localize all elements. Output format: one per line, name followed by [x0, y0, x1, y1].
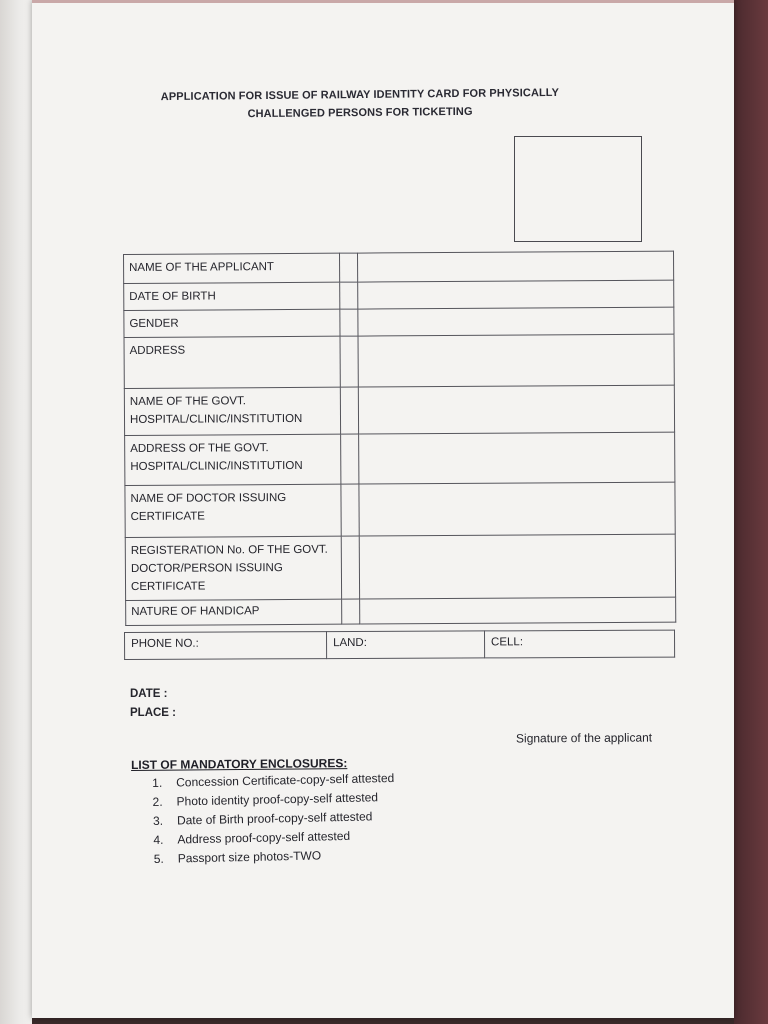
table-row: [125, 534, 675, 600]
gender-field[interactable]: [358, 307, 674, 336]
row-separator: [339, 253, 357, 282]
registration-no-field[interactable]: [359, 534, 675, 599]
date-label: DATE :: [130, 688, 168, 700]
list-item-number: 4.: [153, 832, 164, 847]
form-title-line-1: APPLICATION FOR ISSUE OF RAILWAY IDENTITY CARD FOR PHYSICALLY: [160, 86, 560, 104]
list-item-number: 3.: [152, 813, 164, 828]
row-separator: [340, 309, 358, 336]
row-label-applicant-name: NAME OF THE APPLICANT: [124, 253, 340, 283]
scan-right-background: [734, 0, 768, 1024]
list-item-number: 1.: [152, 775, 163, 790]
form-title: [110, 83, 610, 124]
phone-table: [124, 630, 675, 660]
photo-box[interactable]: [514, 136, 642, 242]
row-label-nature-of-handicap: NATURE OF HANDICAP: [126, 599, 342, 625]
hospital-address-field[interactable]: [359, 432, 675, 484]
place-label: PLACE :: [130, 707, 176, 719]
hospital-name-field[interactable]: [358, 385, 674, 434]
row-separator: [340, 387, 358, 434]
row-label-hospital-address: ADDRESS OF THE GOVT. HOSPITAL/CLINIC/INSTITUTION: [125, 434, 341, 485]
table-row: [125, 630, 675, 659]
list-item-text: Passport size photos-TWO: [177, 848, 322, 866]
date-place-block: [130, 685, 176, 723]
applicant-details-table: [123, 251, 676, 626]
table-row: [125, 482, 675, 537]
row-label-registration-no: REGISTERATION No. OF THE GOVT. DOCTOR/PERSON ISSUING CERTIFICATE: [125, 536, 341, 600]
land-field[interactable]: LAND:: [327, 631, 485, 659]
nature-of-handicap-field[interactable]: [360, 597, 676, 624]
cell-field[interactable]: CELL:: [484, 630, 674, 658]
scan-left-margin: [0, 0, 32, 1024]
list-item-text: Photo identity proof-copy-self attested: [176, 790, 379, 809]
enclosures-list: [152, 769, 396, 869]
list-item-number: 2.: [152, 794, 163, 809]
list-item-text: Date of Birth proof-copy-self attested: [176, 809, 373, 828]
table-row: [126, 597, 676, 625]
row-separator: [341, 536, 359, 599]
table-row: [124, 307, 674, 337]
applicant-name-field[interactable]: [357, 251, 673, 282]
signature-label: Signature of the applicant: [515, 730, 653, 746]
row-separator: [341, 434, 359, 484]
table-row: [124, 251, 674, 283]
table-row: [124, 334, 674, 388]
enclosures-heading: LIST OF MANDATORY ENCLOSURES:: [131, 756, 348, 772]
row-label-doctor-name: NAME OF DOCTOR ISSUING CERTIFICATE: [125, 484, 341, 537]
table-row: [124, 280, 674, 310]
row-separator: [341, 484, 359, 536]
date-of-birth-field[interactable]: [358, 280, 674, 309]
table-row: [124, 385, 674, 435]
row-label-gender: GENDER: [124, 309, 340, 337]
address-field[interactable]: [358, 334, 674, 387]
scan-top-edge: [32, 0, 734, 3]
row-separator: [342, 599, 360, 624]
list-item-text: Address proof-copy-self attested: [177, 828, 351, 847]
row-label-date-of-birth: DATE OF BIRTH: [124, 282, 340, 310]
row-separator: [340, 336, 358, 387]
list-item-number: 5.: [153, 851, 164, 866]
row-label-address: ADDRESS: [124, 336, 340, 388]
phone-label: PHONE NO.:: [125, 632, 327, 660]
row-label-hospital-name: NAME OF THE GOVT. HOSPITAL/CLINIC/INSTITUTION: [124, 387, 340, 435]
table-row: [125, 432, 675, 485]
list-item-text: Concession Certificate-copy-self attested: [176, 770, 395, 790]
form-title-line-2: CHALLENGED PERSONS FOR TICKETING: [247, 105, 473, 121]
doctor-name-field[interactable]: [359, 482, 675, 536]
row-separator: [340, 282, 358, 309]
